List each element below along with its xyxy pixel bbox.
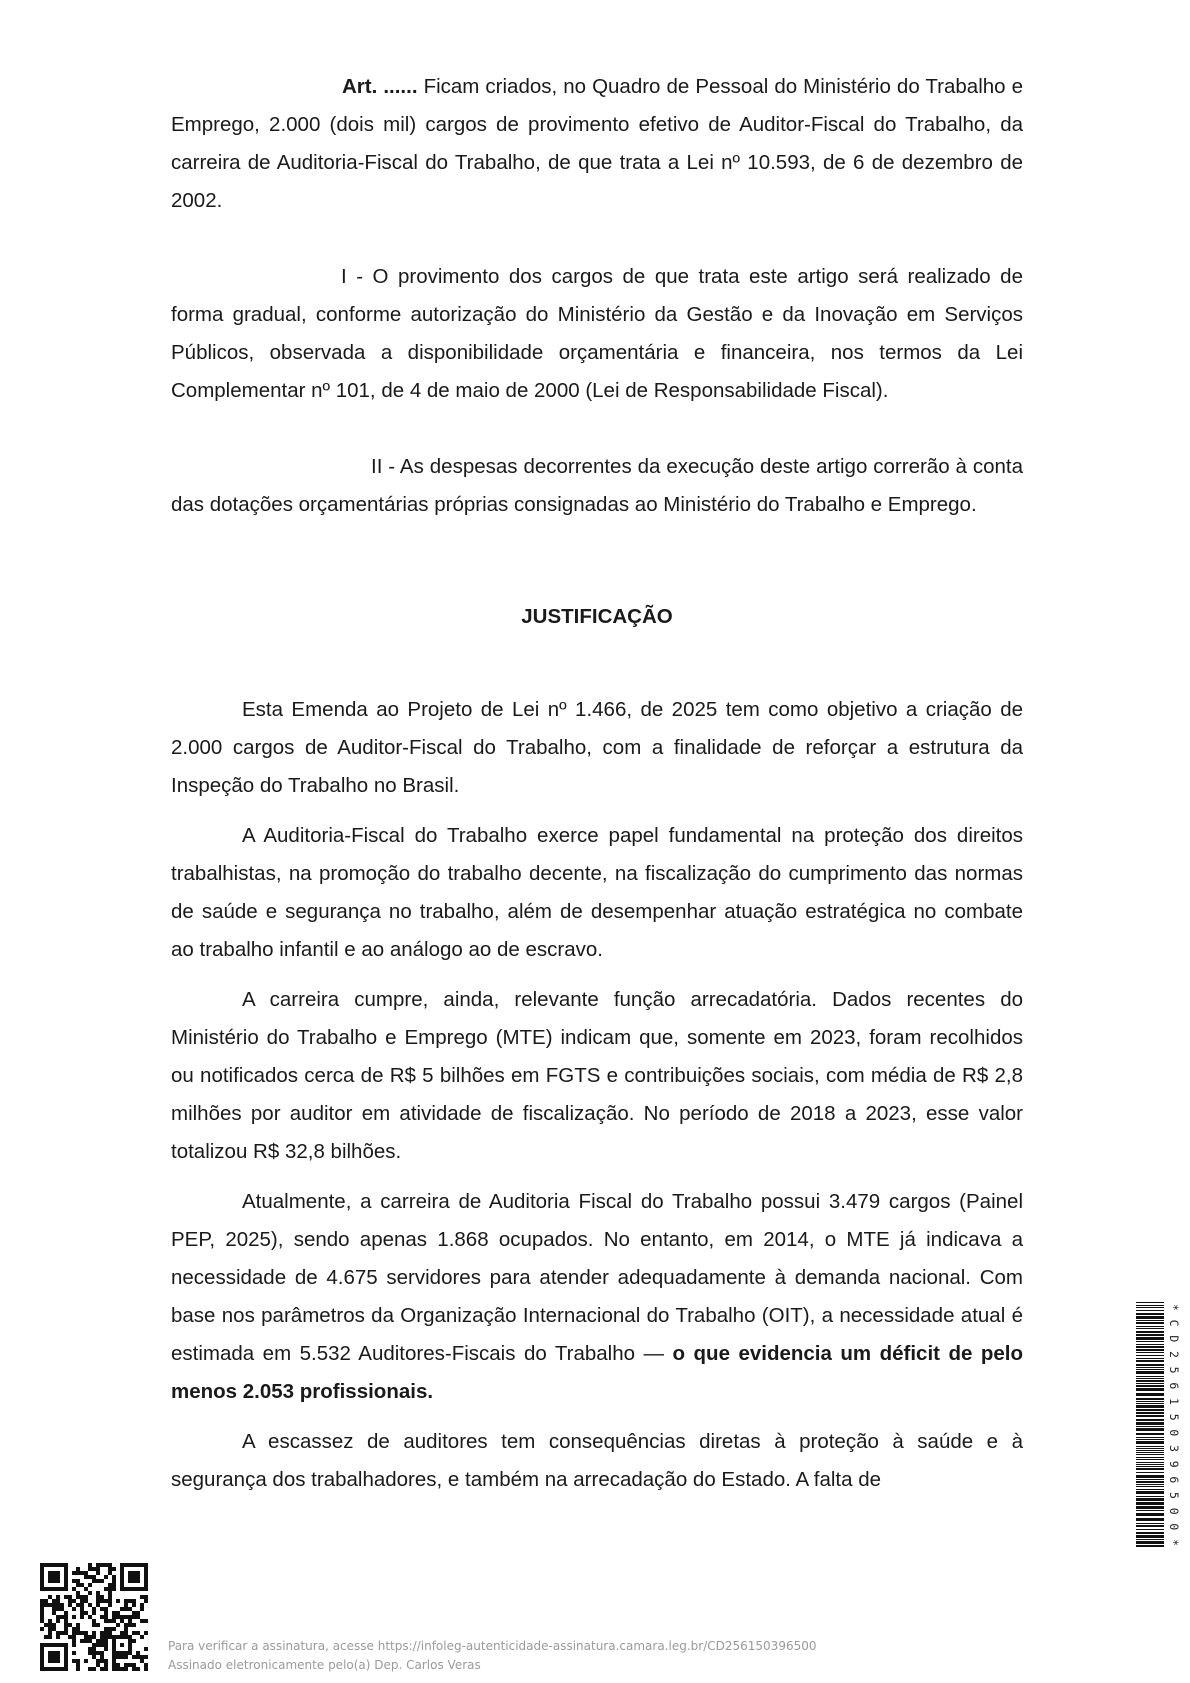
justificacao-paragraph-1: Esta Emenda ao Projeto de Lei nº 1.466, de 2025 tem como objetivo a criação de 2.000 cargos de Auditor-Fiscal do Trabalho, com a finalidade de reforçar a estrutura da Inspeção do Trabalho no Brasil. [171,698,1023,797]
signature-footer [168,1637,817,1675]
verification-link-text: Para verificar a assinatura, acesse https://infoleg-autenticidade-assinatura.camara.leg.br/CD256150396500 [168,1639,817,1653]
barcode [1136,1302,1181,1548]
barcode-text: *CD256150396500* [1167,1304,1181,1546]
paragraph-4-bold: o que evidencia um déficit de pelo menos 2.053 profissionais. [171,1342,1024,1403]
paragraph-4-text: Atualmente, a carreira de Auditoria Fiscal do Trabalho possui 3.479 cargos (Painel PEP, 2025), sendo apenas 1.868 ocupados. No entanto, em 2014, o MTE já indicava a necessidade de 4.675 servidores para atender adequadamente à demanda nacional. Com base nos parâmetros da Organização Internacional do Trabalho (OIT), a necessidade atual é estimada em 5.532 Auditores-Fiscais do Trabalho — [171,1190,1023,1365]
justificacao-paragraph-4 [171,1183,1023,1411]
barcode-bars [1136,1302,1164,1547]
document-body [171,68,1023,1499]
inciso-1: I - O provimento dos cargos de que trata este artigo será realizado de forma gradual, conforme autorização do Ministério da Gestão e da Inovação em Serviços Públicos, observada a disponibilidade orçamentária e financeira, nos termos da Lei Complementar nº 101, de 4 de maio de 2000 (Lei de Responsabilidade Fiscal). [171,265,1023,402]
inciso-2: II - As despesas decorrentes da execução deste artigo correrão à conta das dotações orçamentárias próprias consignadas ao Ministério do Trabalho e Emprego. [171,455,1023,516]
justificacao-heading: JUSTIFICAÇÃO [521,605,673,628]
article-text: Ficam criados, no Quadro de Pessoal do Ministério do Trabalho e Emprego, 2.000 (dois mil) cargos de provimento efetivo de Auditor-Fiscal do Trabalho, da carreira de Auditoria-Fiscal do Trabalho, de que trata a Lei nº 10.593, de 6 de dezembro de 2002. [171,75,1023,212]
justificacao-paragraph-3: A carreira cumpre, ainda, relevante função arrecadatória. Dados recentes do Ministério do Trabalho e Emprego (MTE) indicam que, somente em 2023, foram recolhidos ou notificados cerca de R$ 5 bilhões em FGTS e contribuições sociais, com média de R$ 2,8 milhões por auditor em atividade de fiscalização. No período de 2018 a 2023, esse valor totalizou R$ 32,8 bilhões. [171,988,1023,1163]
article-paragraph [171,68,1023,220]
justificacao-paragraph-5: A escassez de auditores tem consequências diretas à proteção à saúde e à segurança dos trabalhadores, e também na arrecadação do Estado. A falta de [171,1430,1023,1491]
justificacao-paragraph-2: A Auditoria-Fiscal do Trabalho exerce papel fundamental na proteção dos direitos trabalhistas, na promoção do trabalho decente, na fiscalização do cumprimento das normas de saúde e segurança no trabalho, além de desempenhar atuação estratégica no combate ao trabalho infantil e ao análogo ao de escravo. [171,824,1023,961]
qr-code [40,1563,148,1671]
signed-by-text: Assinado eletronicamente pelo(a) Dep. Carlos Veras [168,1658,481,1672]
article-label: Art. ...... [342,75,418,98]
